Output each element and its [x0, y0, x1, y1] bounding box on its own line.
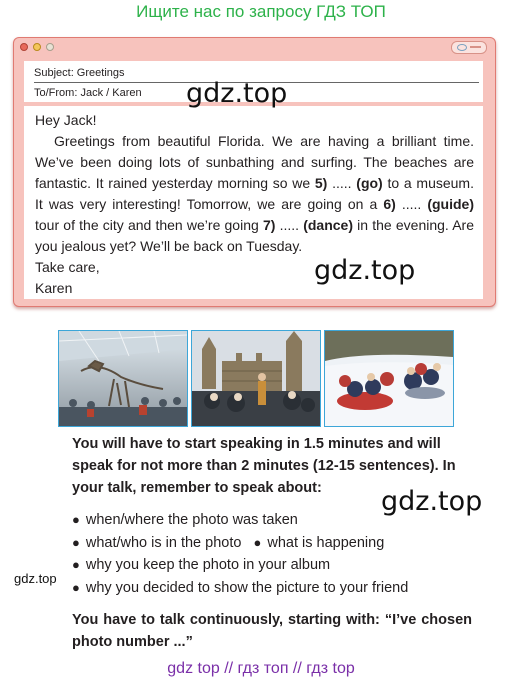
bullet-icon: ●	[72, 557, 80, 572]
task-instructions: You will have to start speaking in 1.5 minutes and will speak for not more than 2 minutes (12-15 sentences). In your talk, remember to speak about:	[72, 436, 456, 496]
email-signature: Karen	[35, 280, 73, 296]
gap-verb: (dance)	[303, 217, 353, 233]
task-closing-instruction: You have to talk continuously, starting with: “I’ve chosen photo number ...”	[72, 612, 472, 650]
bullet-icon: ●	[72, 512, 80, 527]
gap-number: 7)	[262, 217, 276, 233]
watermark: gdz.top	[381, 486, 483, 517]
list-item: ● what/who is in the photo ● what is happening	[72, 534, 385, 551]
list-item: ● why you decided to show the picture to your friend	[72, 579, 409, 596]
talk-points-list	[72, 509, 492, 599]
bullet-icon: ●	[72, 534, 80, 550]
footer-links: gdz top // гдз топ // гдз top	[167, 660, 355, 677]
eye-icon	[457, 44, 467, 51]
minimize-window-dot-icon[interactable]	[33, 43, 41, 51]
photo-museum-dinosaur	[58, 330, 188, 427]
email-to-from: To/From: Jack / Karen	[34, 87, 142, 99]
close-window-dot-icon[interactable]	[20, 43, 28, 51]
gap-verb: (go)	[356, 175, 383, 191]
maximize-window-dot-icon[interactable]	[46, 43, 54, 51]
gap-number: 6)	[383, 196, 396, 212]
window-titlebar	[14, 38, 495, 56]
email-greeting: Hey Jack!	[35, 112, 97, 128]
watermark: gdz.top	[14, 571, 57, 586]
search-banner: Ищите нас по запросу ГДЗ ТОП	[136, 2, 386, 21]
window-controls[interactable]	[451, 41, 487, 54]
email-closing: Take care,	[35, 259, 100, 275]
photo-snow-sledding	[324, 330, 454, 427]
watermark: gdz.top	[186, 78, 288, 109]
email-subject: Subject: Greetings	[34, 67, 125, 79]
bullet-icon: ●	[72, 579, 80, 595]
gap-number: 5)	[314, 175, 328, 191]
slider-bar-icon	[470, 46, 481, 48]
gap-verb: (guide)	[427, 196, 474, 212]
email-paragraph: Greetings from beautiful Florida. We are having a brilliant time. We’ve been doing lots of sunbathing and surfing. The beaches are fantastic. It rained yesterday morning so we 5) ..... (go) to a museum. It was very interesting! Tomorrow, we are going on a 6) ..... (guide) tour of the city and then we’re going 7) ..... (dance) in the evening. Are you jealous yet? We’ll be back on Tuesday.	[35, 133, 474, 254]
watermark: gdz.top	[314, 255, 416, 286]
bullet-icon: ●	[253, 534, 262, 550]
list-item: ● when/where the photo was taken	[72, 512, 298, 528]
photo-city-tour	[191, 330, 321, 427]
list-item: ● why you keep the photo in your album	[72, 557, 331, 573]
